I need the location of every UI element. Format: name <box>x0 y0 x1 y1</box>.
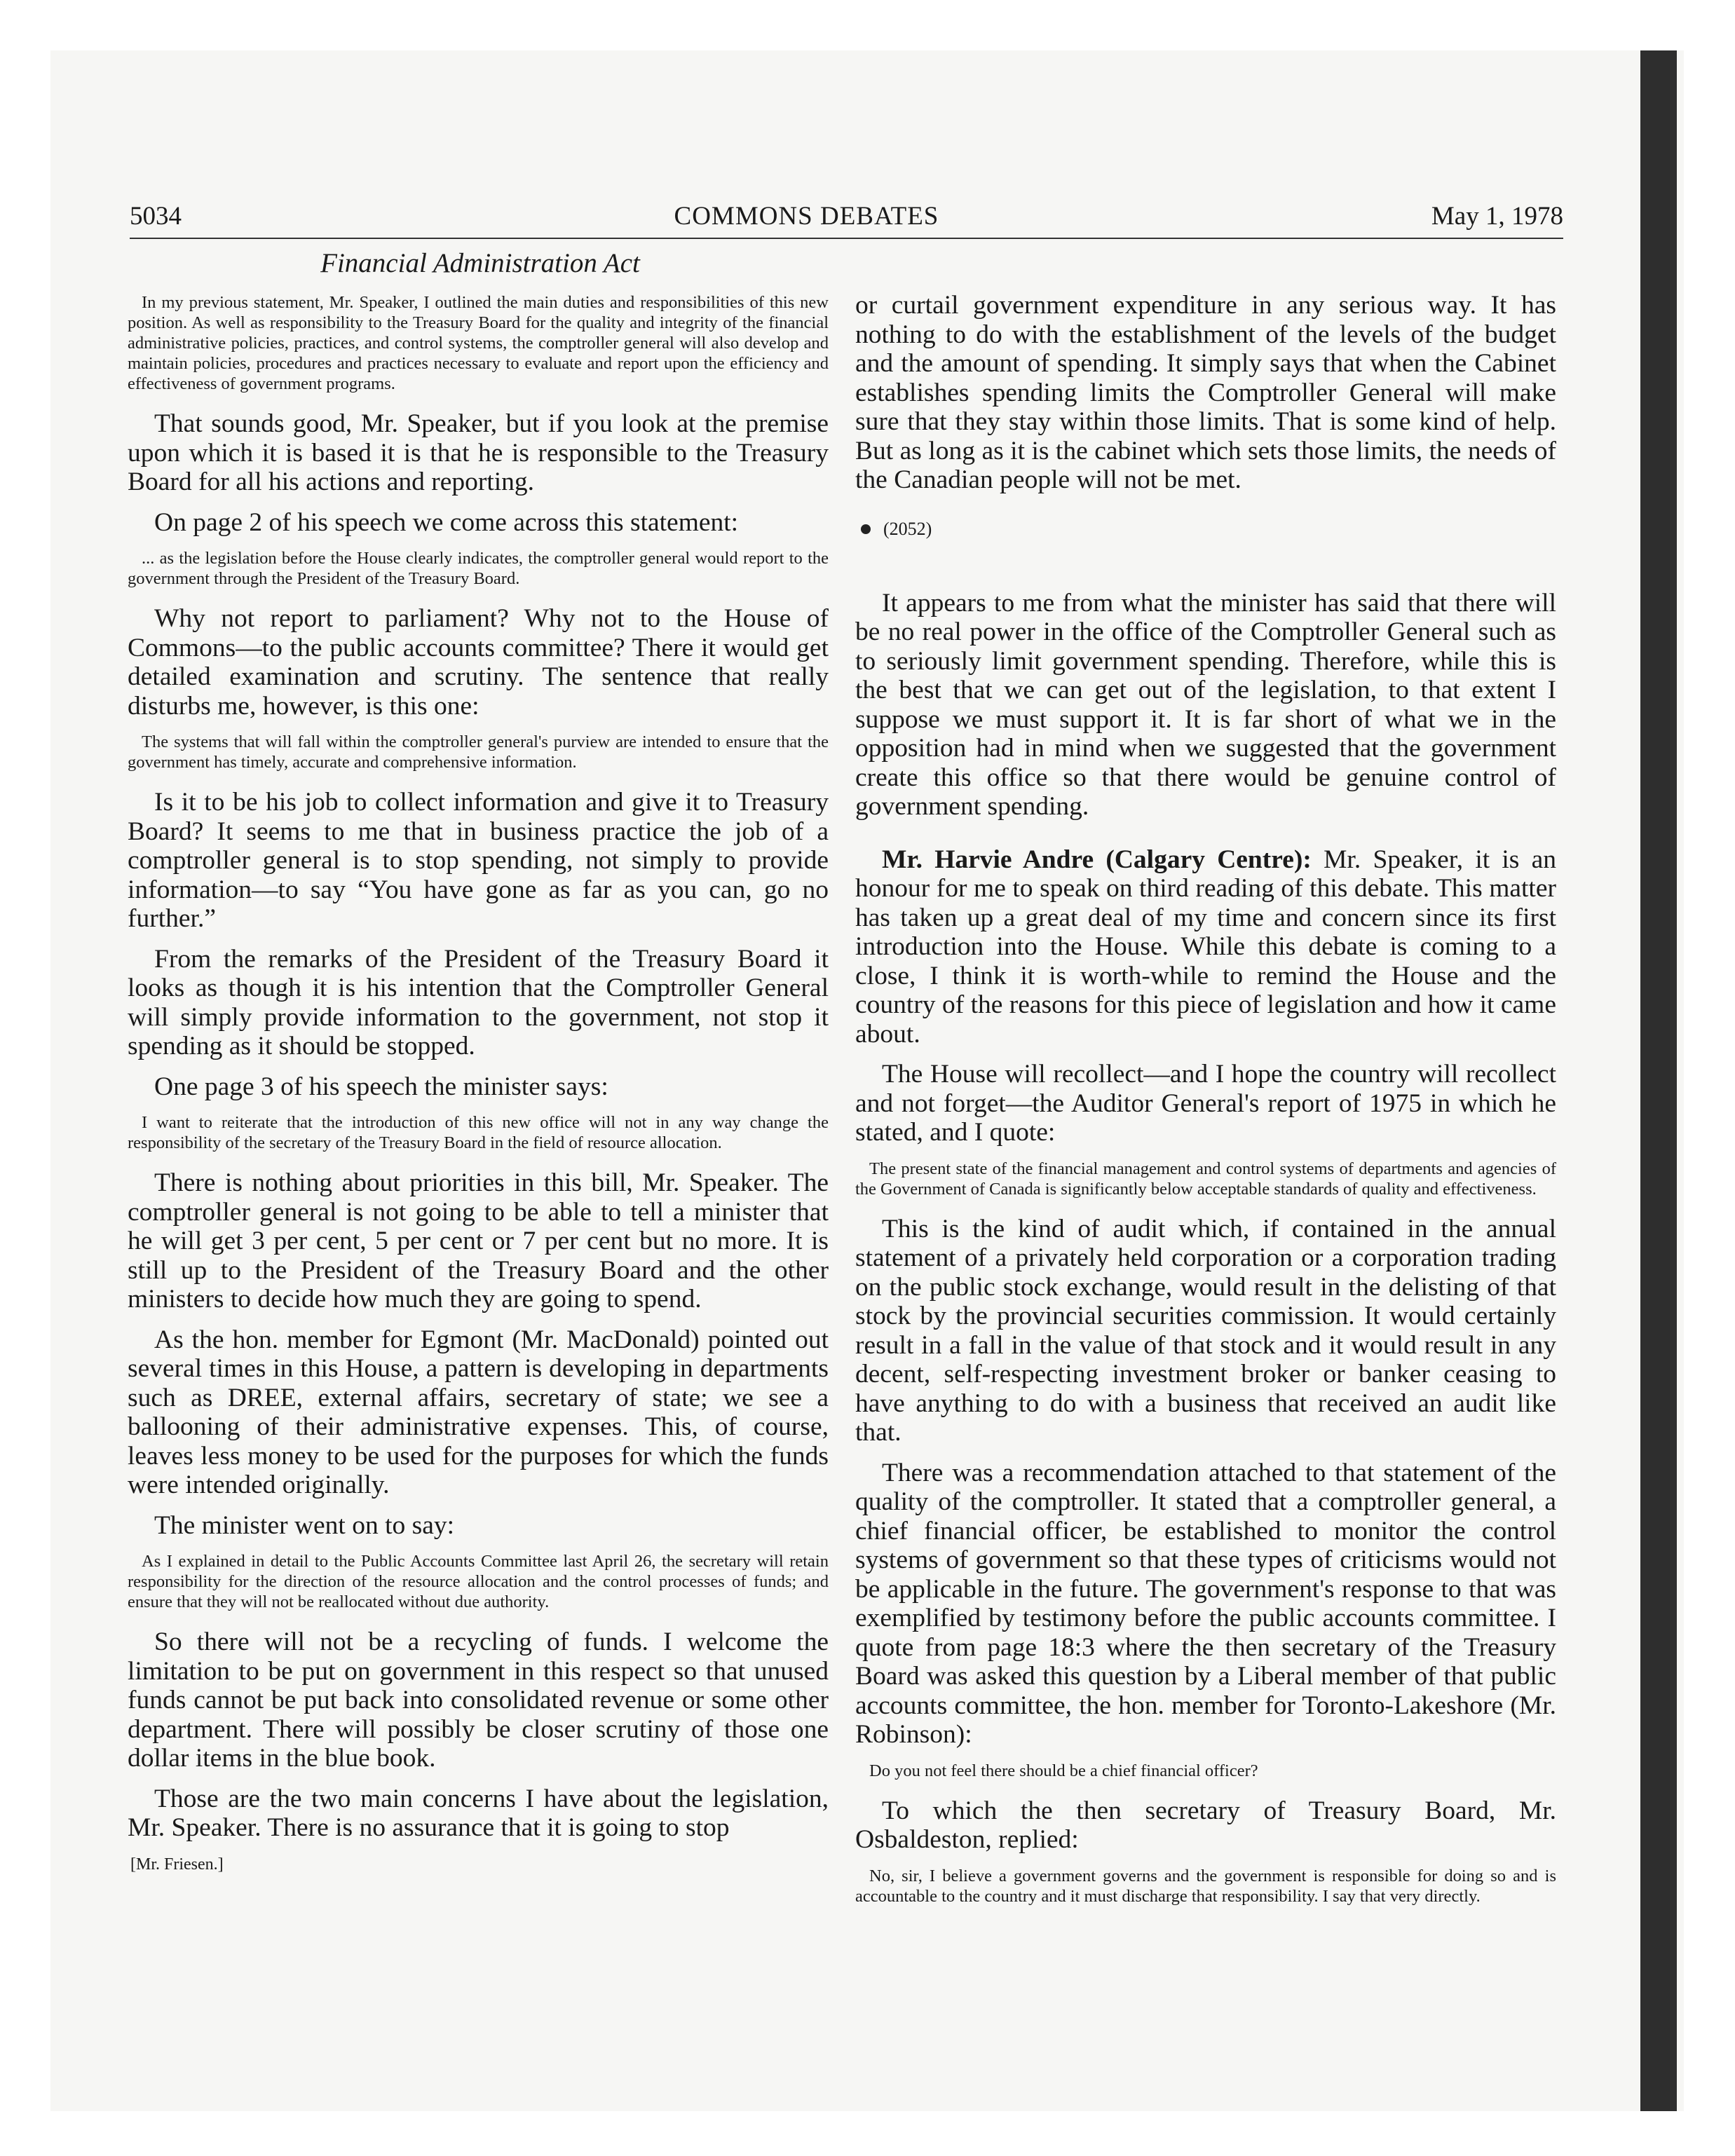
quote-paragraph: No, sir, I believe a government governs and the government is responsible for doing so and is accountable to the country and it must discharge that responsibility. I say that very directly. <box>855 1866 1556 1906</box>
section-title: Financial Administration Act <box>320 248 640 278</box>
binding-shadow <box>1640 50 1677 2111</box>
speaker-text: Mr. Speaker, it is an honour for me to speak on third reading of this debate. This matter has taken up a great deal of my time and concern since its first introduction into the House. While this debate is coming to a close, I think it is worth-while to remind the House and the country of the reasons for this piece of legislation and how it came about. <box>855 845 1557 1049</box>
body-paragraph: Is it to be his job to collect information and give it to Treasury Board? It seems to me that in business practice the job of a comptroller general is to stop spending, not simply to provide information—to say “You have gone as far as you can, go no further.” <box>128 788 829 933</box>
body-paragraph: One page 3 of his speech the minister says: <box>154 1072 608 1101</box>
bullet-icon <box>861 524 871 534</box>
page-header <box>130 200 1563 239</box>
body-paragraph: From the remarks of the President of the Treasury Board it looks as though it is his intention that the Comptroller General will simply provide information to the government, not stop it spending as it should be stopped. <box>128 944 829 1060</box>
quote-paragraph: The systems that will fall within the comptroller general's purview are intended to ensure that the government has timely, accurate and comprehensive information. <box>128 732 829 772</box>
left-column <box>128 291 829 1875</box>
quote-paragraph: ... as the legislation before the House clearly indicates, the comptroller general would report to the government through the President of the Treasury Board. <box>128 549 829 588</box>
body-paragraph: On page 2 of his speech we come across this statement: <box>154 507 739 537</box>
body-paragraph: There is nothing about priorities in this bill, Mr. Speaker. The comptroller general is not going to be able to tell a minister that he will get 3 per cent, 5 per cent or 7 per cent but no more. It is still up to the President of the Treasury Board and the other ministers to decide how much they are going to spend. <box>128 1168 829 1314</box>
time-marker <box>855 519 1556 540</box>
speaker-attribution: [Mr. Friesen.] <box>130 1855 224 1874</box>
body-paragraph: That sounds good, Mr. Speaker, but if you look at the premise upon which it is based it is that he is responsible to the Treasury Board for all his actions and reporting. <box>128 409 829 496</box>
body-paragraph: There was a recommendation attached to that statement of the quality of the comptroller. It stated that a comptroller general, a chief financial officer, be established to monitor the control systems of government so that these types of criticisms would not be applicable in the future. The government's response to that was exemplified by testimony before the public accounts committee. I quote from page 18:3 where the then secretary of the Treasury Board was asked this question by a Liberal member of that public accounts committee, the hon. member for Toronto-Lakeshore (Mr. Robinson): <box>855 1458 1556 1749</box>
body-paragraph: To which the then secretary of Treasury Board, Mr. Osbaldeston, replied: <box>855 1796 1556 1854</box>
quote-paragraph: The present state of the financial management and control systems of departments and agencies of the Government of Canada is significantly below acceptable standards of quality and effectiveness. <box>855 1159 1556 1199</box>
quote-paragraph: Do you not feel there should be a chief financial officer? <box>869 1761 1258 1780</box>
body-paragraph: This is the kind of audit which, if contained in the annual statement of a privately held corporation or a corporation trading on the public stock exchange, would result in the delisting of that stock by the provincial securities commission. It would certainly result in a fall in the value of that stock and it would result in any decent, self-respecting investment broker or banker ceasing to have anything to do with a business that received an audit like that. <box>855 1214 1556 1447</box>
publication-title: COMMONS DEBATES <box>674 202 939 231</box>
page-number: 5034 <box>130 202 182 231</box>
body-paragraph: It appears to me from what the minister has said that there will be no real power in the office of the Comptroller General such as to seriously limit government spending. Therefore, while this is the best that we can get out of the legislation, to that extent I suppose we must support it. It is far short of what we in the opposition had in mind when we suggested that the government create this office so that there would be genuine control of government spending. <box>855 588 1556 821</box>
body-paragraph: Why not report to parliament? Why not to the House of Commons—to the public accounts committee? There it would get detailed examination and scrutiny. The sentence that really disturbs me, however, is this one: <box>128 604 829 721</box>
body-paragraph: As the hon. member for Egmont (Mr. MacDonald) pointed out several times in this House, a pattern is developing in departments such as DREE, external affairs, secretary of state; we see a ballooning of their administrative expenses. This, of course, leaves less money to be used for the purposes for which the funds were intended originally. <box>128 1325 829 1499</box>
speaker-name: Mr. Harvie Andre (Calgary Centre): <box>882 845 1312 874</box>
body-paragraph: So there will not be a recycling of funds. I welcome the limitation to be put on government in this respect so that unused funds cannot be put back into consolidated revenue or some other department. There will possibly be closer scrutiny of those one dollar items in the blue book. <box>128 1628 829 1773</box>
right-column <box>855 291 1556 1922</box>
quote-paragraph: I want to reiterate that the introduction of this new office will not in any way change the responsibility of the secretary of the Treasury Board in the field of resource allocation. <box>128 1113 829 1152</box>
body-paragraph: Those are the two main concerns I have about the legislation, Mr. Speaker. There is no assurance that it is going to stop <box>128 1784 829 1842</box>
time-marker-text: (2052) <box>883 518 932 539</box>
speaker-paragraph <box>855 845 1556 1049</box>
body-paragraph: The House will recollect—and I hope the country will recollect and not forget—the Auditor General's report of 1975 in which he stated, and I quote: <box>855 1060 1556 1147</box>
quote-paragraph: In my previous statement, Mr. Speaker, I outlined the main duties and responsibilities of this new position. As well as responsibility to the Treasury Board for the quality and integrity of the financial administrative policies, practices, and control systems, the comptroller general will also develop and maintain policies, procedures and practices necessary to evaluate and report upon the efficiency and effectiveness of government programs. <box>128 293 829 393</box>
body-paragraph: or curtail government expenditure in any serious way. It has nothing to do with the establishment of the levels of the budget and the amount of spending. It simply says that when the Cabinet establishes spending limits the Comptroller General will make sure that they stay within those limits. That is some kind of help. But as long as it is the cabinet which sets those limits, the needs of the Canadian people will not be met. <box>855 291 1556 494</box>
page-date: May 1, 1978 <box>1431 202 1563 231</box>
body-paragraph: The minister went on to say: <box>154 1510 455 1540</box>
quote-paragraph: As I explained in detail to the Public Accounts Committee last April 26, the secretary will retain responsibility for the direction of the resource allocation and the control processes of funds; and ensure that they will not be reallocated without due authority. <box>128 1552 829 1611</box>
